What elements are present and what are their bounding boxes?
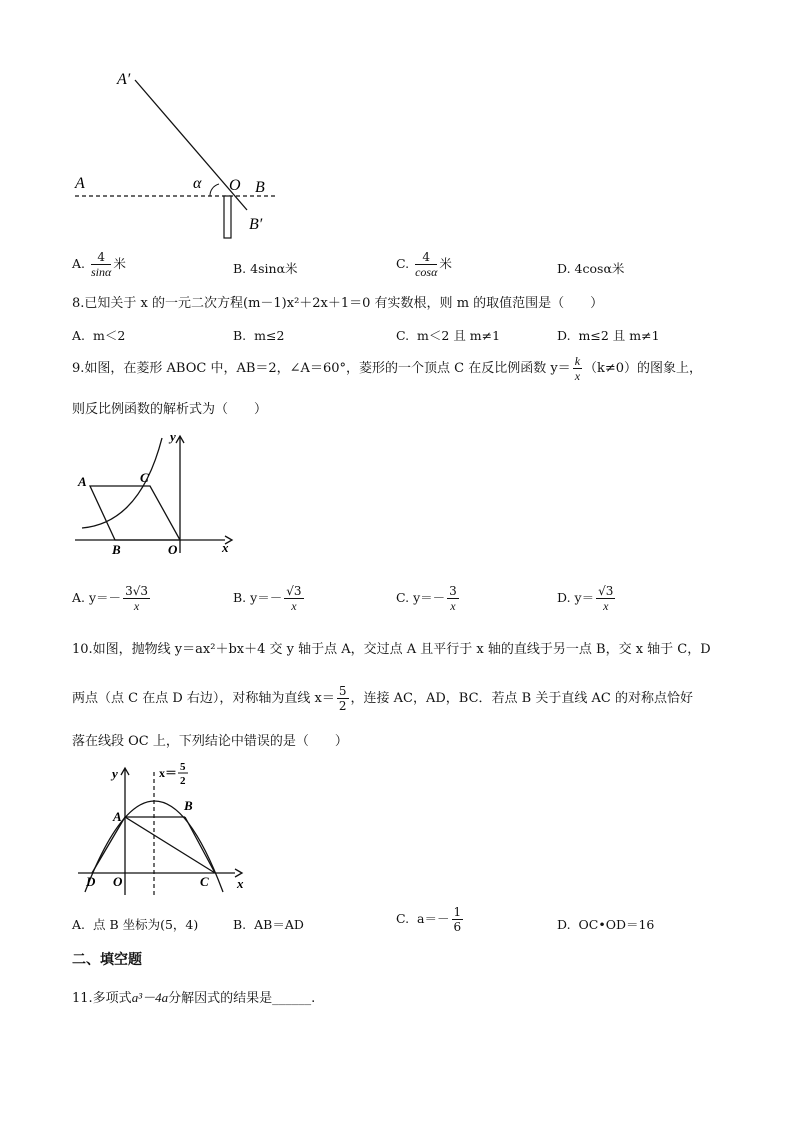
- angle-arc: [210, 184, 219, 196]
- q9-option-d[interactable]: D. y＝ $\frac{√3}{x}$: [557, 584, 614, 613]
- label-b-prime: B′: [249, 216, 263, 233]
- label-b: B: [112, 542, 121, 557]
- figure-q9: [70, 428, 240, 558]
- label-x: x: [237, 876, 244, 891]
- q9-option-b[interactable]: B. y＝－ $\frac{√3}{x}$: [233, 584, 302, 613]
- fraction: $\frac{5}{2}$: [338, 684, 347, 713]
- label-d: D: [86, 874, 96, 889]
- label-a-prime: A′: [117, 71, 131, 88]
- label-axis-num: 5: [180, 761, 186, 773]
- label-a: A: [113, 809, 122, 824]
- label-alpha: α: [193, 175, 202, 192]
- q10-option-d[interactable]: D. OC•OD＝16: [557, 917, 655, 932]
- q7-option-d[interactable]: D. 4cosα米: [557, 261, 625, 276]
- label-y: y: [170, 429, 176, 444]
- label-axis-den: 2: [180, 775, 186, 787]
- segment-ac: [125, 817, 215, 873]
- label-c: C: [200, 874, 209, 889]
- fraction: $\frac{4}{\cos\alpha}$: [415, 250, 438, 279]
- fraction: $\frac{k}{x}$: [574, 354, 581, 383]
- fraction: $\frac{4}{\sin\alpha}$: [91, 250, 112, 279]
- label-axis-eq: x＝: [159, 766, 178, 780]
- q8-option-c[interactable]: C. m＜2 且 m≠1: [396, 328, 501, 343]
- q11-stem: 11.多项式a³－4a分解因式的结果是______.: [72, 990, 316, 1006]
- post-rect: [224, 196, 231, 238]
- figure-q10: [70, 760, 255, 900]
- q7-option-c[interactable]: C. $\frac{4}{\cos\alpha}$ 米: [396, 250, 452, 279]
- segment-bc: [185, 817, 215, 873]
- hyperbola: [82, 438, 162, 528]
- q10-option-c[interactable]: C. a＝－ $\frac{1}{6}$: [396, 905, 462, 934]
- q7-option-a[interactable]: A. $\frac{4}{\sin\alpha}$ 米: [72, 250, 126, 279]
- q10-option-b[interactable]: B. AB＝AD: [233, 917, 304, 932]
- q8-stem: 8.已知关于 x 的一元二次方程(m－1)x²＋2x＋1＝0 有实数根，则 m 的取值范围是（ ）: [72, 296, 604, 311]
- label-x: x: [222, 540, 229, 555]
- section-title: 二、填空题: [72, 952, 142, 968]
- figure-q7: [60, 60, 290, 245]
- q9-option-c[interactable]: C. y＝－ $\frac{3}{x}$: [396, 584, 457, 613]
- label-b: B: [184, 798, 193, 813]
- label-o: O: [229, 177, 241, 194]
- rhombus: [90, 486, 180, 540]
- label-a: A: [75, 175, 85, 192]
- label-c: C: [140, 470, 149, 485]
- q10-option-a[interactable]: A. 点 B 坐标为(5，4): [72, 917, 199, 932]
- label-y: y: [112, 766, 118, 781]
- label-o: O: [113, 874, 123, 889]
- q7-option-b[interactable]: B. 4sinα米: [233, 261, 298, 276]
- q9-stem-line2: 则反比例函数的解析式为（ ）: [72, 402, 268, 417]
- q10-stem-line2: 两点（点 C 在点 D 右边），对称轴为直线 x＝ $\frac{5}{2}$ ，连接 AC，AD，BC．若点 B 关于直线 AC 的对称点恰好: [72, 684, 693, 713]
- answer-blank[interactable]: ______.: [272, 991, 316, 1006]
- label-a: A: [78, 474, 87, 489]
- label-b: B: [255, 179, 265, 196]
- q9-stem-line1: 9.如图，在菱形 ABOC 中，AB＝2，∠A＝60°，菱形的一个顶点 C 在反比例函数 y＝ $\frac{k}{x}$ （k≠0）的图象上，: [72, 354, 703, 383]
- q9-option-a[interactable]: A. y＝－ $\frac{3√3}{x}$: [72, 584, 148, 613]
- q10-stem-line3: 落在线段 OC 上，下列结论中错误的是（ ）: [72, 734, 348, 749]
- label-o: O: [168, 542, 178, 557]
- segment-ad: [92, 817, 125, 873]
- q8-option-b[interactable]: B. m≤2: [233, 328, 285, 343]
- q8-option-a[interactable]: A. m＜2: [72, 328, 126, 343]
- q8-option-d[interactable]: D. m≤2 且 m≠1: [557, 328, 660, 343]
- q10-stem-line1: 10.如图，抛物线 y＝ax²＋bx＋4 交 y 轴于点 A，交过点 A 且平行于 x 轴的直线于另一点 B，交 x 轴于 C，D: [72, 642, 711, 657]
